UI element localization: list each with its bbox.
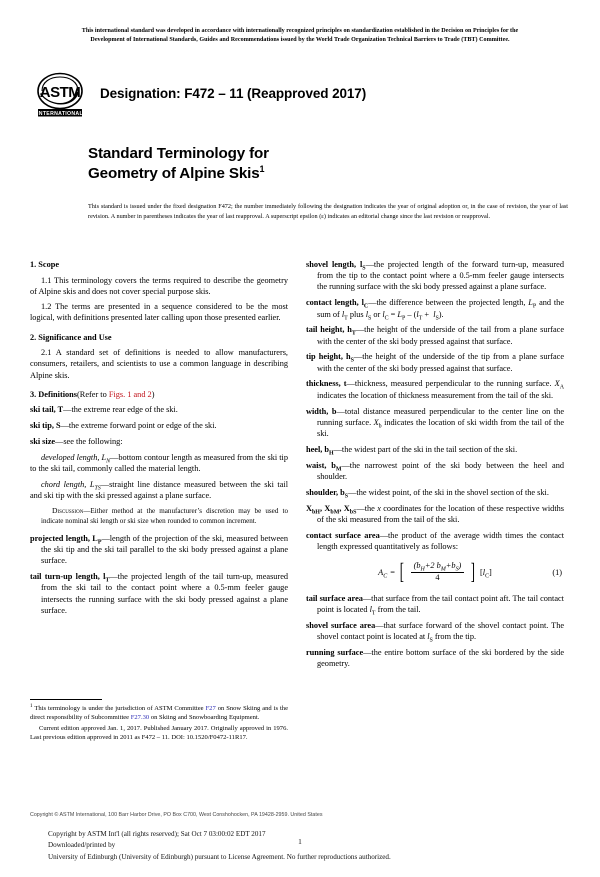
definitions-refer-prefix: (Refer to (77, 389, 109, 399)
page-footer (0, 812, 600, 877)
footer-copyright: Copyright © ASTM International, 100 Barr Harbor Drive, PO Box C700, West Conshohocken, PA 19428-2959. United States (30, 812, 323, 819)
equation-equals: = (390, 567, 395, 577)
subterm-chord-length (30, 479, 288, 501)
logo-wordmark: INTERNATIONAL (37, 110, 83, 117)
equation-multiplier: $[l_C]$ (479, 567, 492, 580)
footnote-jurisdiction (30, 704, 288, 723)
term-ski-tip-def: —the extreme forward point or edge of the ski. (60, 421, 217, 431)
term-heel-name: heel, b (306, 444, 329, 454)
subterm-developed-length-name: developed length, L (41, 452, 107, 462)
tbt-banner-line-2: Development of International Standards, Guides and Recommendations issued by the World Trade Organization Technical Barriers to Trade (TBT) Committee. (90, 37, 510, 44)
subterm-chord-length-def: —straight line distance measured between the ski tail and ski tip with the ski pressed against a plane surface. (30, 479, 288, 501)
scope-paragraph-1-2: 1.2 The terms are presented in a sequence considered to be the most logical, with definitions presented later calling upon those presented earlier. (30, 302, 288, 323)
term-ski-tip-name: ski tip, S (30, 421, 61, 431)
term-shoulder-def: —the widest point, of the ski in the shovel section of the ski. (348, 487, 549, 497)
term-thickness-name: thickness, t (306, 379, 347, 389)
term-waist (306, 460, 564, 482)
subterm-developed-length-sub: N (106, 458, 111, 465)
term-ski-tip (30, 420, 288, 431)
right-column (306, 259, 564, 674)
term-shoulder-name: shoulder, b (306, 487, 345, 497)
footnote-block (30, 699, 288, 742)
scope-paragraph-1-1: 1.1 This terminology covers the terms required to describe the geometry of Alpine skis and does not cover special purpose skis. (30, 275, 288, 296)
license-line-1: Copyright by ASTM Int'l (all rights reserved); Sat Oct 7 03:00:02 EDT 2017 (48, 829, 266, 838)
term-tip-height-name: tip height, h (306, 352, 351, 362)
section-heading-definitions (30, 389, 288, 401)
term-ski-tail-name: ski tail, T (30, 405, 64, 415)
subterm-developed-length (30, 452, 288, 474)
term-projected-length-def: —length of the projection of the ski, measured between the ski tip and the ski tail parallel to the ski body pressed against a plane surface. (41, 533, 288, 566)
page-number: 1 (298, 837, 302, 846)
term-tail-height-def: —the height of the underside of the tail from a plane surface with the center of the ski body pressed against that surface. (317, 325, 564, 346)
term-contact-length: contact length, $l_C—the$ difference between the projected length, $L_P$ and the sum of $l_T$ plus $l_S$ or $l_C = L_P - (l_T + l_S)$. (306, 298, 564, 322)
term-waist-def: —the narrowest point of the ski body between the heel and shoulder. (317, 460, 565, 481)
equation-lhs: $A_C$ (378, 567, 388, 580)
term-tip-height (306, 351, 564, 373)
term-tail-height-sub: T (351, 331, 356, 338)
designation-text: Designation: F472 – 11 (Reapproved 2017) (100, 86, 367, 102)
term-shovel-length-sub: S (362, 265, 366, 272)
term-width: width, b—total distance measured perpendicular to the center line on the running surface. $X_b$ indicates the location of ski width from the tail of the ski. (306, 406, 564, 439)
designation-row (0, 70, 600, 122)
document-page (0, 27, 600, 877)
left-column (30, 259, 288, 674)
term-contact-surface-area-name: contact surface area (306, 530, 380, 540)
discussion-text: —Either method at the manufacturer’s discretion may be used to indicate nominal ski length or ski size when rounded to common increment. (41, 507, 288, 526)
footnote-text-c: on Skiing and Snowboarding Equipment. (149, 714, 260, 722)
term-shoulder (306, 487, 564, 498)
term-tip-height-sub: S (350, 358, 354, 365)
term-projected-length (30, 533, 288, 567)
term-projected-length-sub: P (97, 539, 102, 546)
title-line-1: Standard Terminology for (88, 144, 269, 162)
term-heel-def: —the widest part of the ski in the tail section of the ski. (333, 444, 518, 454)
term-contact-length-name: contact length, l (306, 298, 364, 308)
term-waist-sub: M (335, 466, 342, 473)
term-x-coordinates-name: $X_{bH}$, $X_{bM}$, $X_{bS}$ (306, 503, 357, 516)
title-line-2: Geometry of Alpine Skis (88, 165, 260, 183)
equation-numerator: ($b_H+2$ $b_M+b_S$) (413, 560, 462, 573)
equation-body (378, 558, 492, 584)
footnote-marker: 1 (30, 702, 33, 709)
term-ski-size-def: —see the following: (55, 437, 123, 447)
term-tail-surface-area: tail surface area—that surface from the tail contact point aft. The tail contact point is located $l_T$ from the tail. (306, 594, 564, 617)
term-shovel-surface-area-name: shovel surface area (306, 621, 376, 631)
term-shovel-length-def: —the projected length of the forward turn-up, measured from the tip to the contact point where a 0.5-mm feeler gauge intersects the running surface with the ski body pressed against a plane surface. (317, 260, 564, 292)
section-heading-scope: 1. Scope (30, 260, 60, 269)
footnote-text-a: This terminology is under the jurisdiction of ASTM Committee (34, 705, 206, 712)
term-tip-height-def: —the height of the underside of the tip from a plane surface with the center of the ski body pressed against that surface. (317, 352, 564, 373)
term-tail-surface-area-name: tail surface area (306, 594, 363, 604)
term-thickness: thickness, t—thickness, measured perpendicular to the running surface. $X_A$ indicates the location of thickness measurement from the tail of the ski. (306, 379, 564, 400)
term-tail-height (306, 324, 564, 346)
committee-f27-link[interactable]: F27 (205, 705, 216, 712)
term-contact-surface-area (306, 530, 564, 552)
footnote-edition: Current edition approved Jan. 1, 2017. Published January 2017. Originally approved in 1976. Last previous edition approved in 2011 as F472 – 11. DOI: 10.1520/F0472-11R17. (30, 724, 288, 741)
issue-note: This standard is issued under the fixed designation F472; the number immediately following the designation indicates the year of original adoption or, in the case of revision, the year of last revision. A number in parentheses indicates the year of last reapproval. A superscript epsilon (ε) indicates an editorial change since the last revision or reapproval. (88, 202, 568, 220)
term-shovel-length (306, 259, 564, 293)
term-contact-length-sub: C (363, 303, 369, 310)
figs-1-and-2-link[interactable]: Figs. 1 and 2 (108, 389, 152, 399)
term-contact-surface-area-def: —the product of the average width times the contact length expressed quantitatively as follows: (317, 530, 564, 551)
term-waist-name: waist, b (306, 460, 336, 470)
title-block (0, 144, 600, 222)
title-footnote-marker: 1 (259, 164, 265, 175)
page-title (88, 144, 568, 185)
tbt-banner (32, 27, 568, 46)
equation-contact-surface-area (306, 559, 564, 585)
subterm-chord-length-name: chord length, L (41, 479, 95, 489)
term-ski-tail-def: —the extreme rear edge of the ski. (63, 405, 178, 415)
license-line-3: University of Edinburgh (University of Edinburgh) pursuant to License Agreement. No further reproductions authorized. (48, 852, 391, 861)
svg-text:ASTM: ASTM (39, 83, 81, 101)
equation-number: (1) (552, 567, 562, 577)
footer-license (48, 829, 570, 863)
bracket-open-icon: [ (399, 558, 404, 584)
license-line-2: Downloaded/printed by (48, 841, 116, 850)
term-width-name: width, b (306, 406, 337, 416)
tbt-banner-line-1: This international standard was developed in accordance with internationally recognized principles on standardization established in the Decision on Principles for the (81, 28, 519, 34)
term-heel-sub: H (328, 450, 334, 457)
equation-denominator: 4 (411, 572, 465, 584)
term-shovel-surface-area: shovel surface area—that surface forward of the shovel contact point. The shovel contact point is located at $l_S$ from the tip. (306, 621, 565, 645)
term-shovel-length-name: shovel length, l (306, 260, 363, 269)
section-heading-significance: 2. Significance and Use (30, 332, 112, 342)
subcommittee-f2730-link[interactable]: F27.30 (130, 714, 150, 722)
term-tail-turn-up-length (30, 571, 288, 616)
term-tail-turn-up-length-def: —the projected length of the tail turn-up, measured from the ski tail to the contact point where a 0.5-mm feeler gauge intersects the running surface with the ski body pressed against a plane surface. (41, 572, 289, 615)
astm-international-logo (32, 72, 88, 120)
subterm-developed-length-def: —bottom contour length as measured from the ski tip to the ski tail, commonly called the material length. (30, 452, 288, 474)
body-columns (0, 259, 600, 674)
term-heel (306, 444, 564, 455)
definitions-refer-suffix: ) (151, 389, 155, 399)
term-shoulder-sub: S (344, 493, 349, 500)
definitions-heading-number: 3. Definitions (30, 389, 78, 399)
term-ski-size (30, 436, 288, 447)
term-tail-turn-up-length-sub: T (105, 577, 110, 584)
term-running-surface (306, 647, 564, 669)
term-running-surface-name: running surface (306, 648, 364, 658)
subterm-chord-length-sub: TS (94, 485, 101, 492)
term-projected-length-name: projected length, L (30, 533, 98, 543)
discussion-label: Discussion (52, 506, 84, 516)
bracket-close-icon: ] (471, 558, 476, 584)
term-ski-tail (30, 404, 288, 415)
term-x-coordinates: $X_{bH}$, $X_{bM}$, $X_{bS}—the$ x coordinates for the location of these respective widths of the ski measured from the tail of the ski. (306, 503, 564, 524)
equation-fraction (411, 561, 465, 584)
term-ski-size-name: ski size (30, 437, 56, 447)
discussion-note (30, 506, 288, 527)
footnote-divider (30, 699, 102, 700)
footnote-text-b: on Snow Skiing and is the direct responsibility of Subcommittee (30, 705, 288, 722)
significance-paragraph-2-1: 2.1 A standard set of definitions is needed to allow manufacturers, consumers, retailers, and scientists to use a common language in describing Alpine skis. (30, 348, 288, 380)
term-tail-height-name: tail height, h (306, 325, 352, 335)
term-tail-turn-up-length-name: tail turn-up length, l (30, 572, 106, 582)
term-running-surface-def: —the entire bottom surface of the ski bordered by the side geometry. (317, 648, 564, 669)
